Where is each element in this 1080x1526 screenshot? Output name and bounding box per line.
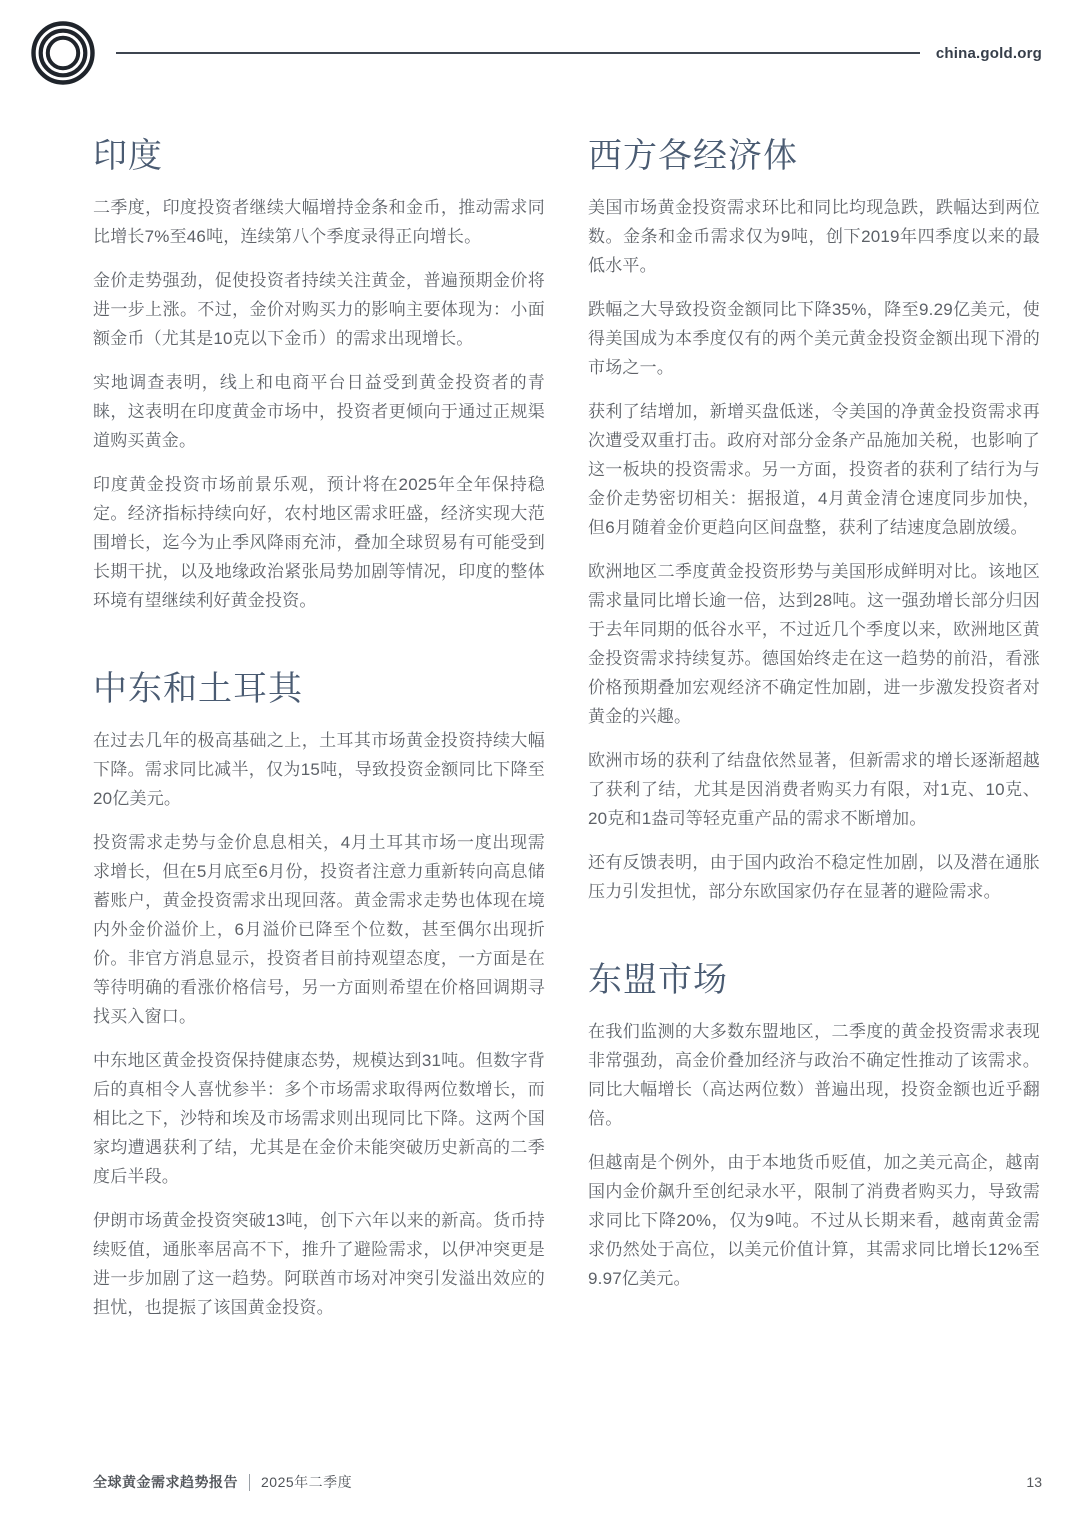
paragraph: 二季度，印度投资者继续大幅增持金条和金币，推动需求同比增长7%至46吨，连续第八个季度录得正向增长。 <box>93 198 545 246</box>
right-column <box>588 128 1040 1337</box>
section-middle-east-turkey <box>93 661 545 1322</box>
paragraph: 在我们监测的大多数东盟地区，二季度的黄金投资需求表现非常强劲，高金价叠加经济与政治不确定性推动了该需求。同比大幅增长（高达两位数）普遍出现，投资金额也近乎翻倍。 <box>588 1022 1040 1128</box>
paragraph: 金价走势强劲，促使投资者持续关注黄金，普遍预期金价将进一步上涨。不过，金价对购买力的影响主要体现为：小面额金币（尤其是10克以下金币）的需求出现增长。 <box>93 271 545 348</box>
paragraph: 欧洲地区二季度黄金投资形势与美国形成鲜明对比。该地区需求量同比增长逾一倍，达到28吨。这一强劲增长部分归因于去年同期的低谷水平，不过近几个季度以来，欧洲地区黄金投资需求持续复苏。德国始终走在这一趋势的前沿，看涨价格预期叠加宏观经济不确定性加剧，进一步激发投资者对黄金的兴趣。 <box>588 562 1040 726</box>
paragraph: 伊朗市场黄金投资突破13吨，创下六年以来的新高。货币持续贬值，通胀率居高不下，推升了避险需求，以伊冲突更是进一步加剧了这一趋势。阿联酋市场对冲突引发溢出效应的担忧，也提振了该国黄金投资。 <box>93 1211 545 1317</box>
section-india <box>93 128 545 615</box>
footer-period: 2025年二季度 <box>261 1474 353 1490</box>
paragraph: 投资需求走势与金价息息相关，4月土耳其市场一度出现需求增长，但在5月底至6月份，投资者注意力重新转向高息储蓄账户，黄金投资需求出现回落。黄金需求走势也体现在境内外金价溢价上，6月溢价已降至个位数，甚至偶尔出现折价。非官方消息显示，投资者目前持观望态度，一方面是在等待明确的看涨价格信号，另一方面则希望在价格回调期寻找买入窗口。 <box>93 833 545 1026</box>
page-number: 13 <box>1026 1474 1042 1490</box>
section-asean <box>588 952 1040 1293</box>
footer-divider <box>249 1474 250 1491</box>
paragraph: 欧洲市场的获利了结盘依然显著，但新需求的增长逐渐超越了获利了结，尤其是因消费者购买力有限，对1克、10克、20克和1盎司等轻克重产品的需求不断增加。 <box>588 751 1040 828</box>
page-content <box>93 128 1042 1337</box>
paragraph: 美国市场黄金投资需求环比和同比均现急跌，跌幅达到两位数。金条和金币需求仅为9吨，创下2019年四季度以来的最低水平。 <box>588 198 1040 275</box>
world-gold-council-logo-icon <box>30 20 96 86</box>
left-column <box>93 128 545 1337</box>
paragraph: 跌幅之大导致投资金额同比下降35%，降至9.29亿美元，使得美国成为本季度仅有的两个美元黄金投资金额出现下滑的市场之一。 <box>588 300 1040 377</box>
section-western-economies <box>588 128 1040 906</box>
paragraph: 印度黄金投资市场前景乐观，预计将在2025年全年保持稳定。经济指标持续向好，农村地区需求旺盛，经济实现大范围增长，迄今为止季风降雨充沛，叠加全球贸易有可能受到长期干扰，以及地缘政治紧张局势加剧等情况，印度的整体环境有望继续利好黄金投资。 <box>93 475 545 610</box>
paragraph: 获利了结增加，新增买盘低迷，令美国的净黄金投资需求再次遭受双重打击。政府对部分金条产品施加关税，也影响了这一板块的投资需求。另一方面，投资者的获利了结行为与金价走势密切相关：据报道，4月黄金清仓速度同步加快，但6月随着金价更趋向区间盘整，获利了结速度急剧放缓。 <box>588 402 1040 537</box>
page-footer <box>93 1472 1042 1492</box>
paragraph: 还有反馈表明，由于国内政治不稳定性加剧，以及潜在通胀压力引发担忧，部分东欧国家仍存在显著的避险需求。 <box>588 853 1040 901</box>
section-title-western-economies: 西方各经济体 <box>588 137 798 175</box>
footer-report-title: 全球黄金需求趋势报告 <box>93 1474 238 1490</box>
paragraph: 中东地区黄金投资保持健康态势，规模达到31吨。但数字背后的真相令人喜忧参半：多个市场需求取得两位数增长，而相比之下，沙特和埃及市场需求则出现同比下降。这两个国家均遭遇获利了结，尤其是在金价未能突破历史新高的二季度后半段。 <box>93 1051 545 1186</box>
paragraph: 在过去几年的极高基础之上，土耳其市场黄金投资持续大幅下降。需求同比减半，仅为15吨，导致投资金额同比下降至20亿美元。 <box>93 731 545 808</box>
paragraph: 实地调查表明，线上和电商平台日益受到黄金投资者的青睐，这表明在印度黄金市场中，投资者更倾向于通过正规渠道购买黄金。 <box>93 373 545 450</box>
brand-url-link[interactable]: china.gold.org <box>935 44 1042 62</box>
page-header <box>0 0 1080 106</box>
section-title-india: 印度 <box>93 137 163 175</box>
header-divider-line <box>116 52 920 54</box>
section-title-asean: 东盟市场 <box>588 961 728 999</box>
section-title-middle-east-turkey: 中东和土耳其 <box>93 670 303 708</box>
paragraph: 但越南是个例外，由于本地货币贬值，加之美元高企，越南国内金价飙升至创纪录水平，限制了消费者购买力，导致需求同比下降20%，仅为9吨。不过从长期来看，越南黄金需求仍然处于高位，以美元价值计算，其需求同比增长12%至9.97亿美元。 <box>588 1153 1040 1288</box>
